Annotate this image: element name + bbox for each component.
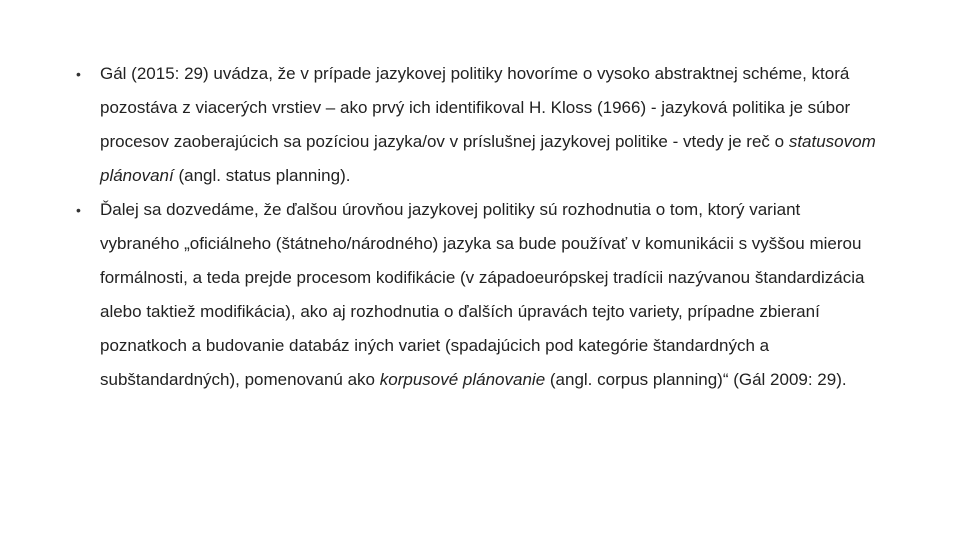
bullet-text-italic: korpusové plánovanie <box>379 370 546 389</box>
bullet-text-part1: Ďalej sa dozvedáme, že ďalšou úrovňou jazykovej politiky sú rozhodnutia o tom, ktorý variant vybraného „oficiálneho (štátneho/národného) jazyka sa bude používať v komunikácii s vyššou mierou formálnosti, a teda prejde procesom kodifikácie (v západoeurópskej tradícii nazývanou štandardizácia alebo taktiež modifikácia), ako aj rozhodnutia o ďalších úpravách tejto variety, prípadne zbieraní poznatkoch a budovanie databáz iných variet (spadajúcich pod kategórie štandardných a subštandardných), pomenovanú ako <box>100 200 865 389</box>
bullet-text-part2: (angl. status planning). <box>173 166 351 185</box>
bullet-text-part2: (angl. corpus planning)“ (Gál 2009: 29). <box>545 370 847 389</box>
bullet-item-status-planning <box>76 57 876 193</box>
bullet-text-italic: statusovom plánovaní <box>100 132 876 185</box>
bullet-list <box>76 57 876 397</box>
bullet-icon: • <box>76 66 81 82</box>
bullet-text-part1: Gál (2015: 29) uvádza, že v prípade jazykovej politiky hovoríme o vysoko abstraktnej schéme, ktorá pozostáva z viacerých vrstiev – ako prvý ich identifikoval H. Kloss (1966) - jazyková politika je súbor procesov zaoberajúcich sa pozíciou jazyka/ov v príslušnej jazykovej politike - vtedy je reč o <box>100 64 851 151</box>
bullet-item-corpus-planning <box>76 193 876 397</box>
bullet-icon: • <box>76 202 81 218</box>
